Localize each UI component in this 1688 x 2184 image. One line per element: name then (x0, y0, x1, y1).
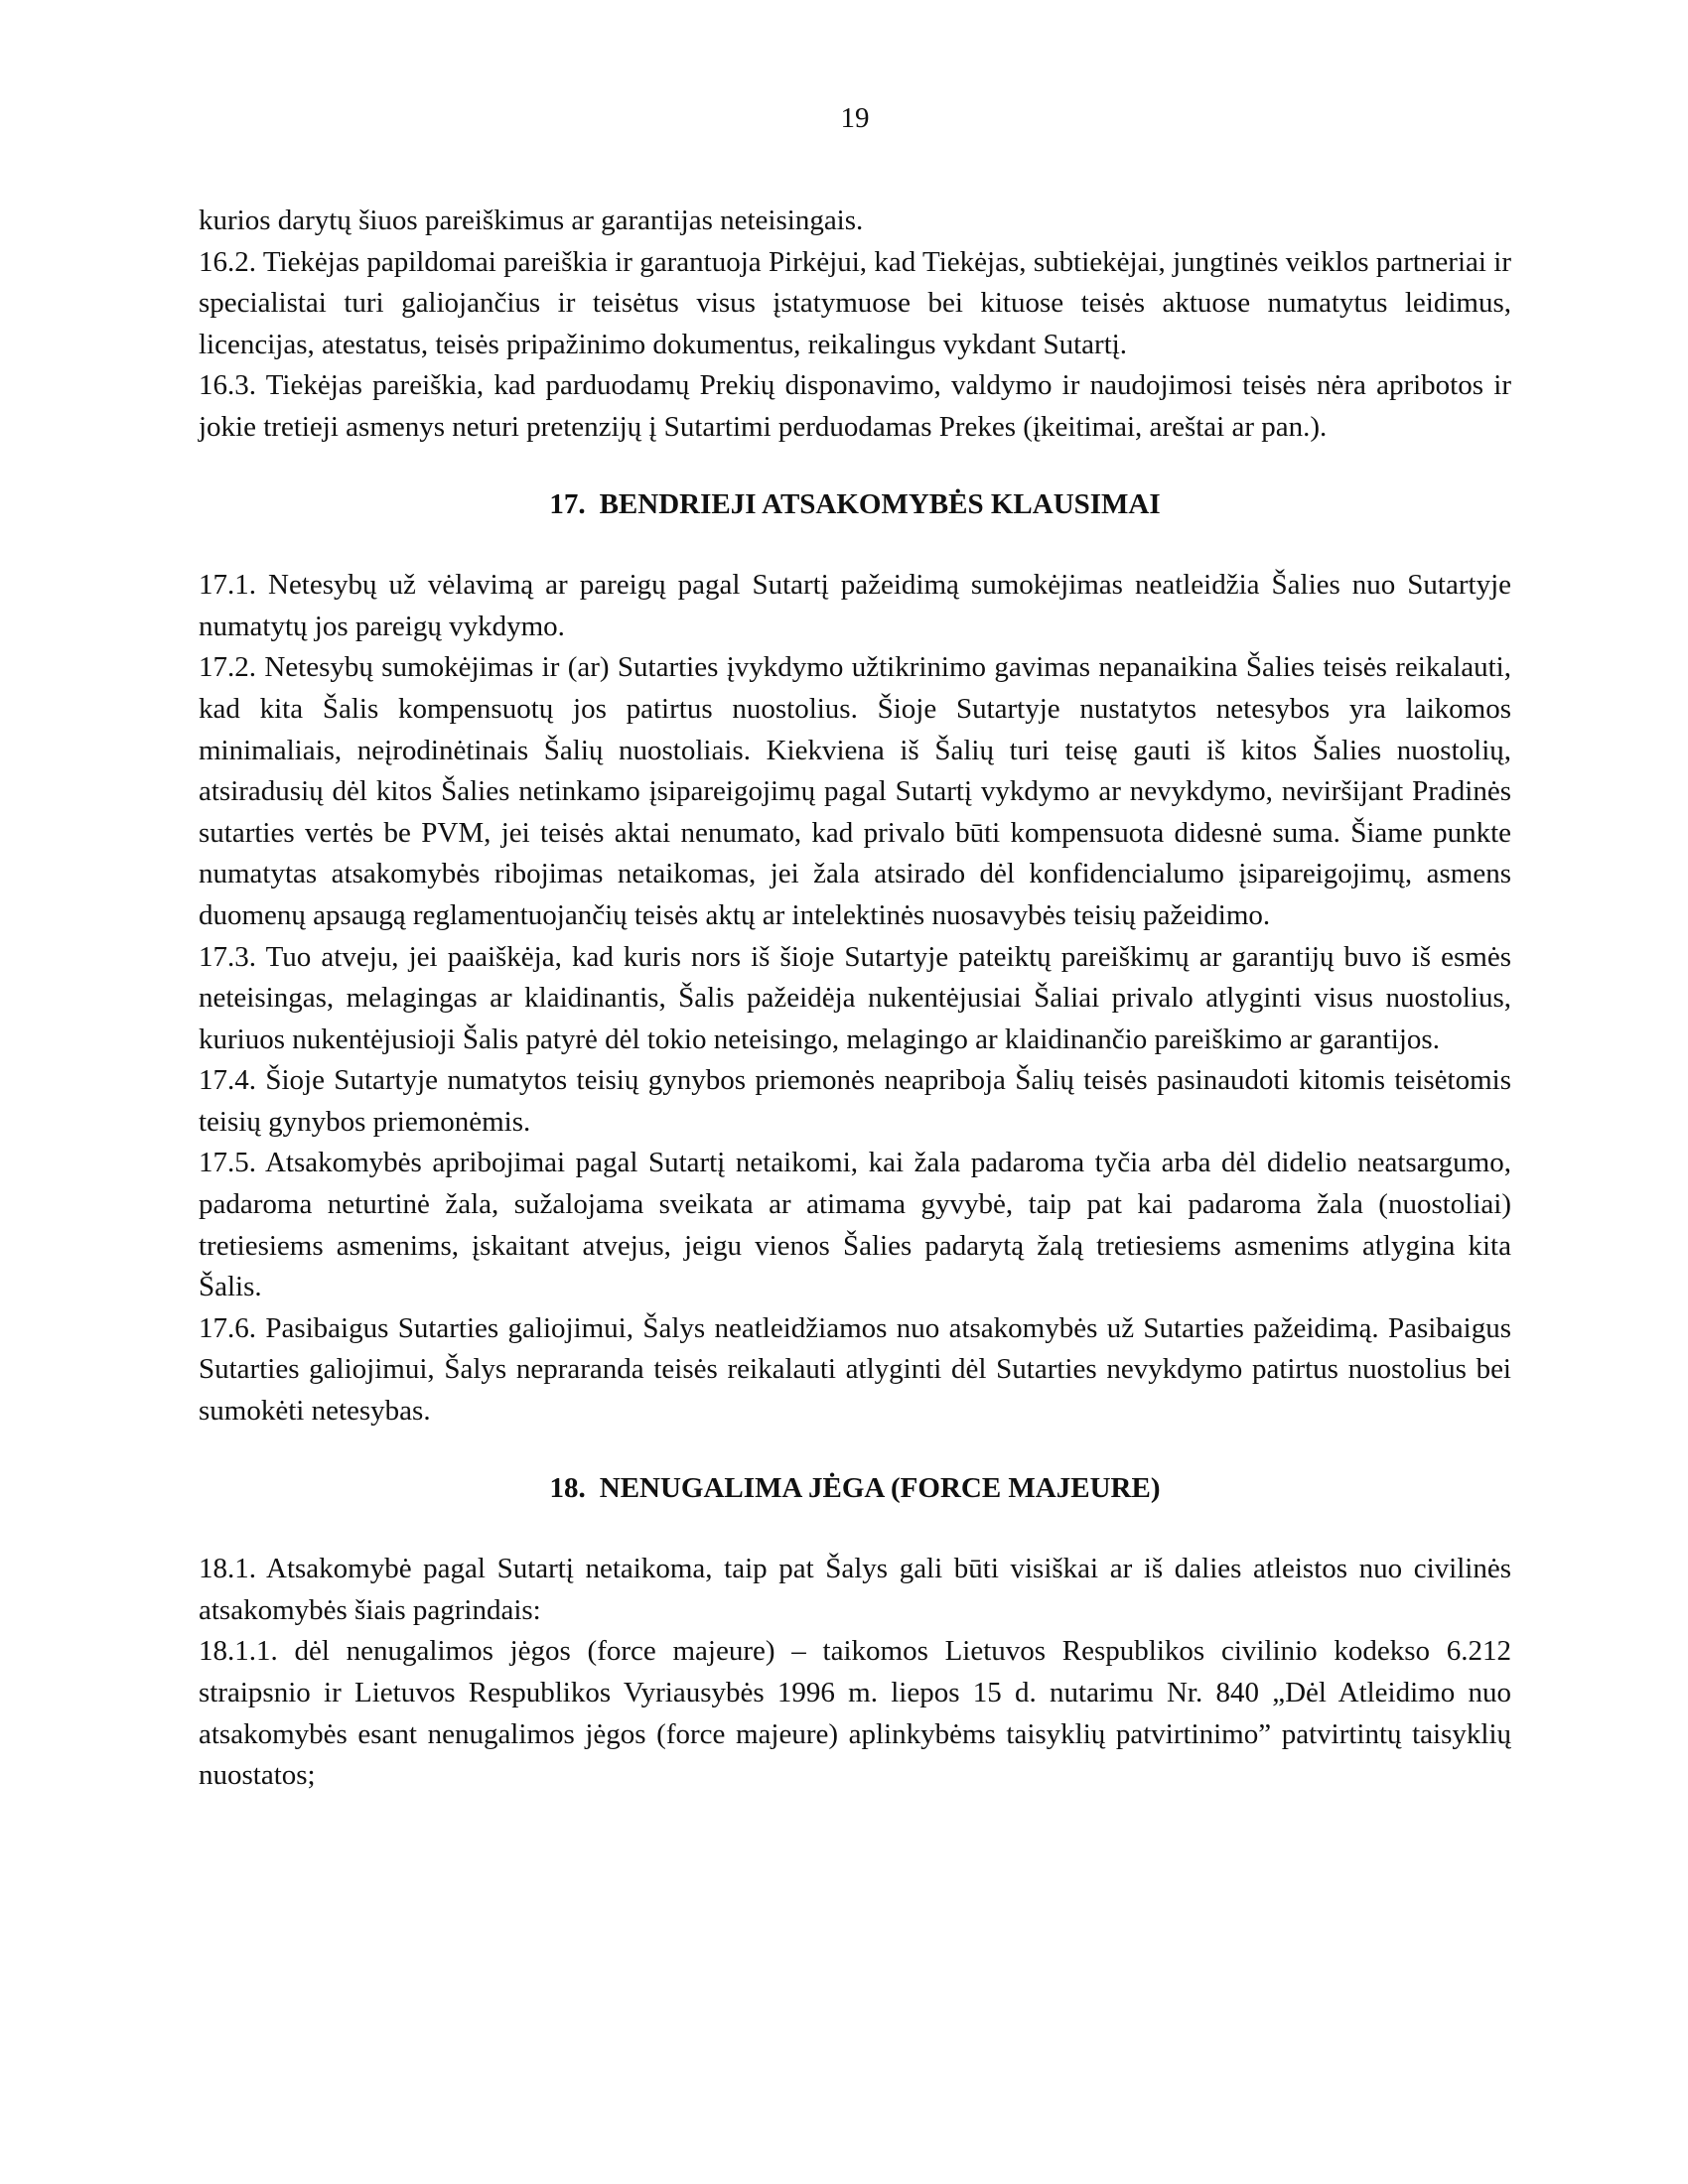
section-18-number: 18. (549, 1471, 586, 1504)
page-number: 19 (840, 102, 870, 134)
paragraph-17-3: 17.3. Tuo atveju, jei paaiškėja, kad kuris nors iš šioje Sutartyje pateiktų pareiškimų ar garantijų buvo iš esmės neteisingas, melagingas ar klaidinantis, Šalis pažeidėja nukentėjusiai Šaliai privalo atlyginti visus nuostolius, kuriuos nukentėjusioji Šalis patyrė dėl tokio neteisingo, melagingo ar klaidinančio pareiškimo ar garantijos. (199, 940, 1511, 1055)
section-17 (199, 484, 1511, 1433)
paragraph-17-1: 17.1. Netesybų už vėlavimą ar pareigų pagal Sutartį pažeidimą sumokėjimas neatleidžia Šalies nuo Sutartyje numatytų jos pareigų vykdymo. (199, 569, 1511, 642)
paragraph-17-2: 17.2. Netesybų sumokėjimas ir (ar) Sutarties įvykdymo užtikrinimo gavimas nepanaikina Šalies teisės reikalauti, kad kita Šalis kompensuotų jos patirtus nuostolius. Šioje Sutartyje nustatytos netesybos yra laikomos minimaliais, neįrodinėtinais Šalių nuostoliais. Kiekviena iš Šalių turi teisę gauti iš kitos Šalies nuostolių, atsiradusių dėl kitos Šalies netinkamo įsipareigojimų pagal Sutartį vykdymo ar nevykdymo, neviršijant Pradinės sutarties vertės be PVM, jei teisės aktai nenumato, kad privalo būti kompensuota didesnė suma. Šiame punkte numatytas atsakomybės ribojimas netaikomas, jei žala atsirado dėl konfidencialumo įsipareigojimų, asmens duomenų apsaugą reglamentuojančių teisės aktų ar intelektinės nuosavybės teisių pažeidimo. (199, 651, 1511, 931)
paragraph-18-1: 18.1. Atsakomybė pagal Sutartį netaikoma, taip pat Šalys gali būti visiškai ar iš dalies atleistos nuo civilinės atsakomybės šiais pagrindais: (199, 1553, 1511, 1626)
paragraph-18-1-1: 18.1.1. dėl nenugalimos jėgos (force majeure) – taikomos Lietuvos Respublikos civilinio kodekso 6.212 straipsnio ir Lietuvos Respublikos Vyriausybės 1996 m. liepos 15 d. nutarimu Nr. 840 „Dėl Atleidimo nuo atsakomybės esant nenugalimos jėgos (force majeure) aplinkybėms taisyklių patvirtinimo” patvirtintų taisyklių nuostatos; (199, 1635, 1511, 1792)
section-17-heading (199, 484, 1511, 526)
section-18-heading (199, 1468, 1511, 1510)
paragraph-16-3: 16.3. Tiekėjas pareiškia, kad parduodamų Prekių disponavimo, valdymo ir naudojimosi teisės nėra apribotos ir jokie tretieji asmenys neturi pretenzijų į Sutartimi perduodamas Prekes (įkeitimai, areštai ar pan.). (199, 369, 1511, 443)
section-16-continuation (199, 201, 1511, 449)
paragraph-16-2: 16.2. Tiekėjas papildomai pareiškia ir garantuoja Pirkėjui, kad Tiekėjas, subtiekėjai, jungtinės veiklos partneriai ir specialistai turi galiojančius ir teisėtus visus įstatymuose bei kituose teisės aktuose numatytus leidimus, licencijas, atestatus, teisės pripažinimo dokumentus, reikalingus vykdant Sutartį. (199, 245, 1511, 360)
paragraph-17-6: 17.6. Pasibaigus Sutarties galiojimui, Šalys neatleidžiamos nuo atsakomybės už Sutarties pažeidimą. Pasibaigus Sutarties galiojimui, Šalys nepraranda teisės reikalauti atlyginti dėl Sutarties nevykdymo patirtus nuostolius bei sumokėti netesybas. (199, 1311, 1511, 1428)
section-18 (199, 1468, 1511, 1797)
section-17-number: 17. (549, 487, 586, 520)
paragraph-16-continuation: kurios darytų šiuos pareiškimus ar garantijas neteisingais. (199, 205, 864, 236)
paragraph-17-4: 17.4. Šioje Sutartyje numatytos teisių gynybos priemonės neapriboja Šalių teisės pasinaudoti kitomis teisėtomis teisių gynybos priemonėmis. (199, 1064, 1511, 1138)
section-17-title: BENDRIEJI ATSAKOMYBĖS KLAUSIMAI (599, 487, 1161, 520)
paragraph-17-5: 17.5. Atsakomybės apribojimai pagal Sutartį netaikomi, kai žala padaroma tyčia arba dėl didelio neatsargumo, padaroma neturtinė žala, sužalojama sveikata ar atimama gyvybė, taip pat kai padaroma žala (nuostoliai) tretiesiems asmenims, įskaitant atvejus, jeigu vienos Šalies padarytą žalą tretiesiems asmenims atlygina kita Šalis. (199, 1147, 1511, 1303)
document-body (199, 201, 1511, 1797)
section-18-title: NENUGALIMA JĖGA (FORCE MAJEURE) (599, 1471, 1161, 1504)
